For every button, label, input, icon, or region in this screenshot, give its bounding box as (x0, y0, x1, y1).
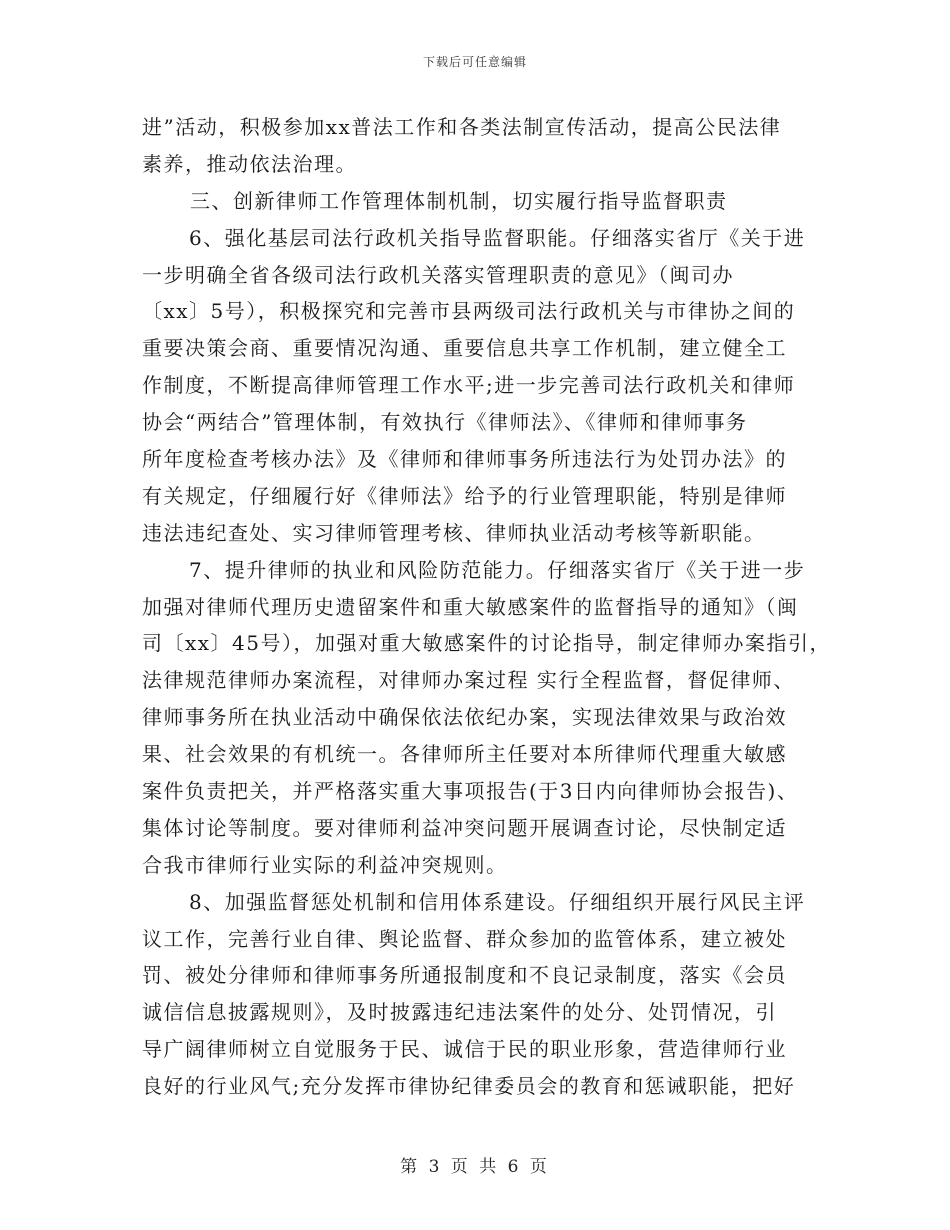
text-line: 一步明确全省各级司法行政机关落实管理职责的意见》（闽司办 (142, 262, 734, 287)
text-line: 罚、被处分律师和律师事务所通报制度和不良记录制度，落实《会员 (142, 963, 787, 988)
text-line: 合我市律师行业实际的利益冲突规则。 (142, 852, 508, 877)
text-line: 案件负责把关，并严格落实重大事项报告(于3日内向律师协会报告)、 (142, 779, 799, 804)
text-line: 果、社会效果的有机统一。各律师所主任要对本所律师代理重大敏感 (142, 742, 787, 767)
text-line: 议工作，完善行业自律、舆论监督、群众参加的监管体系，建立被处 (142, 926, 787, 951)
text-line: 法律规范律师办案流程，对律师办案过程 实行全程监督，督促律师、 (142, 668, 795, 693)
paragraph-start-line: 6、强化基层司法行政机关指导监督职能。仔细落实省厅《关于进 (189, 225, 806, 250)
section-heading: 三、创新律师工作管理体制机制，切实履行指导监督职责 (190, 188, 728, 213)
text-line: 加强对律师代理历史遗留案件和重大敏感案件的监督指导的通知》（闽 (142, 594, 799, 619)
text-line: 诚信信息披露规则》，及时披露违纪违法案件的处分、处罚情况，引 (142, 1000, 777, 1025)
text-line: 导广阔律师树立自觉服务于民、诚信于民的职业形象，营造律师行业 (142, 1037, 787, 1062)
paragraph-start-line: 8、加强监督惩处机制和信用体系建设。仔细组织开展行风民主评 (189, 889, 806, 914)
text-line: 重要决策会商、重要情况沟通、重要信息共享工作机制，建立健全工 (142, 336, 787, 361)
text-line: 集体讨论等制度。要对律师利益冲突问题开展调查讨论，尽快制定适 (142, 815, 787, 840)
page-footer: 第 3 页 共 6 页 (400, 1157, 550, 1177)
text-line: 所年度检查考核办法》及《律师和律师事务所违法行为处罚办法》的 (142, 447, 787, 472)
page-header: 下载后可任意编辑 (422, 55, 527, 69)
text-line: 进”活动，积极参加xx普法工作和各类法制宣传活动，提高公民法律 (142, 115, 782, 139)
text-line: 良好的行业风气;充分发挥市律协纪律委员会的教育和惩诫职能，把好 (142, 1074, 796, 1099)
document-body (142, 109, 832, 1105)
text-line: 司〔xx〕45号），加强对重大敏感案件的讨论指导，制定律师办案指引， (142, 631, 832, 656)
text-line: 违法违纪查处、实习律师管理考核、律师执业活动考核等新职能。 (142, 520, 766, 545)
text-line: 协会“两结合”管理体制，有效执行《律师法》、《律师和律师事务 (142, 410, 748, 435)
text-line: 有关规定，仔细履行好《律师法》给予的行业管理职能，特别是律师 (142, 483, 787, 508)
text-line: 律师事务所在执业活动中确保依法依纪办案，实现法律效果与政治效 (142, 705, 787, 730)
text-line: 素养，推动依法治理。 (142, 151, 357, 176)
text-line: 〔xx〕5号），积极探究和完善市县两级司法行政机关与市律协之间的 (142, 299, 796, 324)
text-line: 作制度，不断提高律师管理工作水平;进一步完善司法行政机关和律师 (142, 373, 796, 398)
paragraph-start-line: 7、提升律师的执业和风险防范能力。仔细落实省厅《关于进一步 (189, 557, 806, 582)
